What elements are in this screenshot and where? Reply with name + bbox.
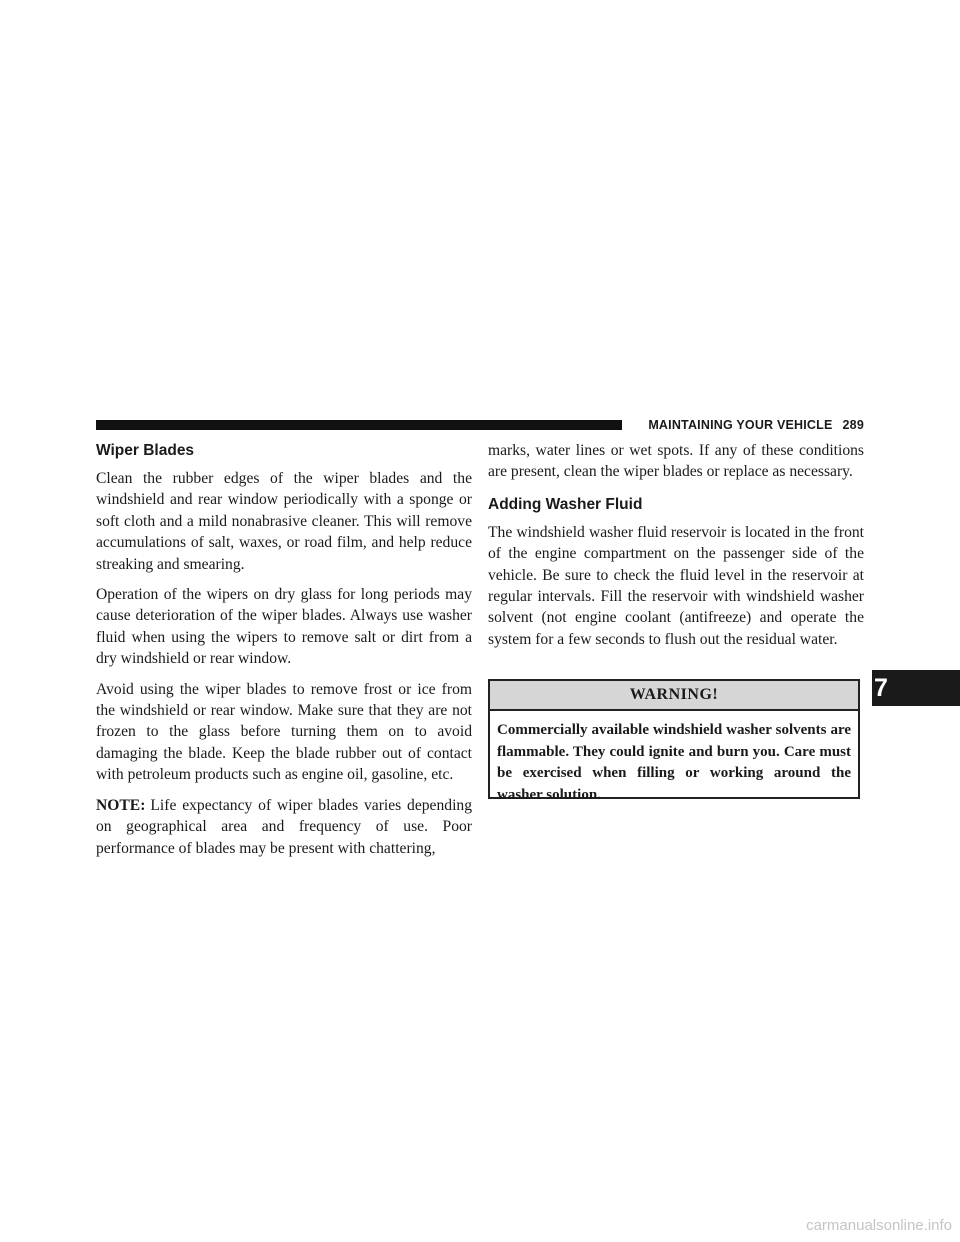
wiper-paragraph-1: Clean the rubber edges of the wiper blades and the windshield and rear window periodically with a sponge or soft cloth and a mild nonabrasive cleaner. This will remove accumulations of salt, waxes, or road film, and help reduce streaking and smearing.: [96, 470, 472, 573]
continued-text: marks, water lines or wet spots. If any of these conditions are present, clean the wiper blades or replace as necessary.: [488, 442, 864, 481]
warning-text: Commercially available windshield washer solvents are flammable. They could ignite and burn you. Care must be exercised when filling or working around the washer solution.: [497, 722, 851, 803]
wiper-note: [96, 795, 472, 859]
header-rule: [96, 420, 622, 430]
warning-box: [488, 679, 860, 803]
chapter-tab: [872, 670, 960, 706]
watermark: carmanualsonline.info: [806, 1217, 952, 1234]
wiper-paragraph-3: Avoid using the wiper blades to remove frost or ice from the windshield or rear window. Make sure that they are not frozen to the glass before turning them on to avoid damaging the blade. Keep the blade rubber out of contact with petroleum products such as engine oil, gasoline, etc.: [96, 680, 472, 784]
warning-title: WARNING!: [490, 681, 858, 711]
section-title: MAINTAINING YOUR VEHICLE: [648, 418, 833, 432]
washer-fluid-paragraph: The windshield washer fluid reservoir is located in the front of the engine compartment on the passenger side of the vehicle. Be sure to check the fluid level in the reservoir at regular intervals. Fill the reservoir with windshield washer solvent (not engine coolant (antifreeze) and operate the system for a few seconds to flush out the residual water.: [488, 523, 864, 648]
left-column: [96, 440, 472, 868]
washer-fluid-heading: Adding Washer Fluid: [488, 495, 643, 513]
note-text: Life expectancy of wiper blades varies depending on geographical area and frequency of use. Poor performance of blades may be present with chattering,: [96, 796, 472, 857]
chapter-number: 7: [874, 674, 888, 702]
note-label: NOTE:: [96, 796, 146, 814]
running-header: [632, 417, 864, 433]
wiper-blades-heading: Wiper Blades: [96, 442, 195, 459]
page-number: 289: [842, 418, 864, 432]
wiper-paragraph-2: Operation of the wipers on dry glass for long periods may cause deterioration of the wiper blades. Always use washer fluid when using the wipers to remove salt or dirt from a dry windshield or rear window.: [96, 586, 472, 668]
right-column: [488, 440, 864, 650]
